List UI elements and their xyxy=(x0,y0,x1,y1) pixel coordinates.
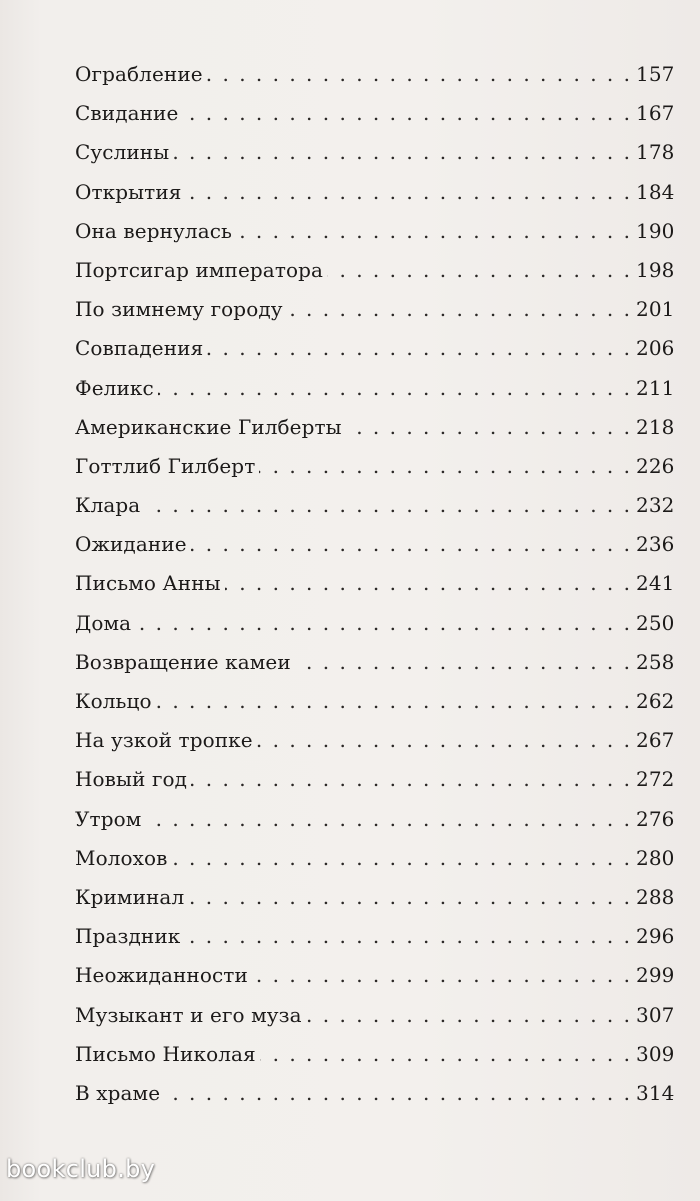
watermark-logo: bookclub.by xyxy=(6,1155,156,1183)
toc-dot-leader xyxy=(225,564,632,603)
toc-entry-title: Ожидание xyxy=(75,532,187,557)
toc-entry xyxy=(75,447,675,486)
toc-entry-page-number: 272 xyxy=(636,767,675,792)
toc-entry xyxy=(75,917,675,956)
toc-dot-leader xyxy=(145,800,632,839)
toc-entry-title: Американские Гилберты xyxy=(75,414,342,439)
toc-entry xyxy=(75,996,675,1035)
toc-entry xyxy=(75,173,675,212)
toc-entry-page-number: 157 xyxy=(636,62,675,86)
toc-dot-leader xyxy=(156,682,632,721)
toc-entry-page-number: 241 xyxy=(636,571,675,596)
toc-entry-title: Письмо Николая xyxy=(75,1041,256,1066)
toc-dot-leader xyxy=(327,251,632,290)
toc-dot-leader xyxy=(186,173,633,212)
toc-entry xyxy=(75,369,675,408)
toc-dot-leader xyxy=(295,643,632,682)
toc-dot-leader xyxy=(191,760,632,799)
toc-entry-title: Суслины xyxy=(75,140,170,165)
toc-entry-page-number: 178 xyxy=(636,140,675,165)
toc-entry-title: Праздник xyxy=(75,924,181,949)
toc-entry-page-number: 299 xyxy=(636,963,675,988)
toc-dot-leader xyxy=(173,133,632,172)
toc-dot-leader xyxy=(207,55,632,94)
toc-entry xyxy=(75,721,675,760)
toc-entry-title: Портсигар императора xyxy=(75,257,324,282)
toc-entry-page-number: 226 xyxy=(636,453,675,478)
toc-dot-leader xyxy=(259,447,632,486)
toc-entry-title: Готтлиб Гилберт xyxy=(75,453,256,478)
toc-entry-title: Она вернулась xyxy=(75,218,233,243)
toc-entry-title: Феликс xyxy=(75,375,154,400)
toc-dot-leader xyxy=(182,94,632,133)
toc-entry-title: Молохов xyxy=(75,845,168,870)
toc-entry xyxy=(75,604,675,643)
toc-dot-leader xyxy=(287,290,632,329)
toc-dot-leader xyxy=(260,1035,632,1074)
toc-entry-title: Неожиданности xyxy=(75,963,248,988)
toc-dot-leader xyxy=(135,604,632,643)
toc-dot-leader xyxy=(306,996,632,1035)
toc-entry xyxy=(75,839,675,878)
toc-dot-leader xyxy=(172,839,632,878)
toc-entry-page-number: 211 xyxy=(636,375,675,400)
toc-entry-page-number: 201 xyxy=(636,297,675,322)
toc-entry xyxy=(75,1074,675,1113)
toc-entry-page-number: 218 xyxy=(636,414,675,439)
toc-dot-leader xyxy=(236,212,632,251)
toc-entry-title: Кольцо xyxy=(75,689,152,713)
toc-dot-leader xyxy=(184,917,632,956)
toc-entry-page-number: 206 xyxy=(636,336,675,361)
toc-entry xyxy=(75,878,675,917)
toc-entry-page-number: 280 xyxy=(636,845,675,870)
toc-entry xyxy=(75,212,675,251)
toc-dot-leader xyxy=(164,1074,632,1113)
toc-entry-title: Возвращение камеи xyxy=(75,649,291,674)
toc-entry xyxy=(75,682,675,721)
toc-entry xyxy=(75,486,675,525)
toc-entry-title: Письмо Анны xyxy=(75,571,221,596)
toc-entry xyxy=(75,564,675,603)
toc-entry-title: Утром xyxy=(75,806,142,831)
toc-entry xyxy=(75,55,675,94)
toc-entry-page-number: 307 xyxy=(636,1002,675,1027)
toc-entry-page-number: 190 xyxy=(636,218,675,243)
toc-entry xyxy=(75,800,675,839)
toc-entry-title: Новый год xyxy=(75,767,188,792)
toc-entry-page-number: 314 xyxy=(636,1080,675,1105)
table-of-contents xyxy=(75,55,675,1113)
toc-entry-page-number: 296 xyxy=(636,924,675,949)
toc-entry-page-number: 236 xyxy=(636,532,675,557)
toc-entry-page-number: 198 xyxy=(636,257,675,282)
toc-entry xyxy=(75,329,675,368)
toc-entry xyxy=(75,525,675,564)
toc-entry-page-number: 309 xyxy=(636,1041,675,1066)
toc-dot-leader xyxy=(158,369,632,408)
toc-entry xyxy=(75,133,675,172)
toc-dot-leader xyxy=(252,956,632,995)
toc-entry-page-number: 288 xyxy=(636,884,675,909)
toc-entry-page-number: 262 xyxy=(636,689,675,713)
toc-entry-title: Дома xyxy=(75,610,132,635)
toc-entry-title: Совпадения xyxy=(75,336,204,361)
toc-dot-leader xyxy=(346,408,632,447)
toc-dot-leader xyxy=(144,486,632,525)
toc-entry xyxy=(75,290,675,329)
toc-dot-leader xyxy=(188,878,632,917)
toc-dot-leader xyxy=(191,525,632,564)
toc-entry-page-number: 276 xyxy=(636,806,675,831)
toc-entry xyxy=(75,643,675,682)
toc-entry-title: Свидание xyxy=(75,101,179,126)
toc-entry-title: Криминал xyxy=(75,884,185,909)
toc-entry-title: Музыкант и его муза xyxy=(75,1002,302,1027)
toc-entry-page-number: 184 xyxy=(636,179,675,204)
toc-entry-page-number: 232 xyxy=(636,493,675,518)
toc-dot-leader xyxy=(257,721,632,760)
toc-entry-title: Открытия xyxy=(75,179,182,204)
toc-entry xyxy=(75,408,675,447)
toc-entry xyxy=(75,956,675,995)
toc-entry-title: По зимнему городу xyxy=(75,297,283,322)
toc-dot-leader xyxy=(207,329,632,368)
toc-entry-title: Ограбление xyxy=(75,62,203,86)
toc-entry-title: Клара xyxy=(75,493,141,518)
toc-entry xyxy=(75,94,675,133)
toc-entry-page-number: 250 xyxy=(636,610,675,635)
toc-entry-title: В храме xyxy=(75,1080,161,1105)
toc-entry-page-number: 267 xyxy=(636,728,675,753)
toc-entry-page-number: 167 xyxy=(636,101,675,126)
toc-entry-title: На узкой тропке xyxy=(75,728,253,753)
toc-entry xyxy=(75,760,675,799)
toc-entry xyxy=(75,251,675,290)
toc-entry xyxy=(75,1035,675,1074)
toc-entry-page-number: 258 xyxy=(636,649,675,674)
